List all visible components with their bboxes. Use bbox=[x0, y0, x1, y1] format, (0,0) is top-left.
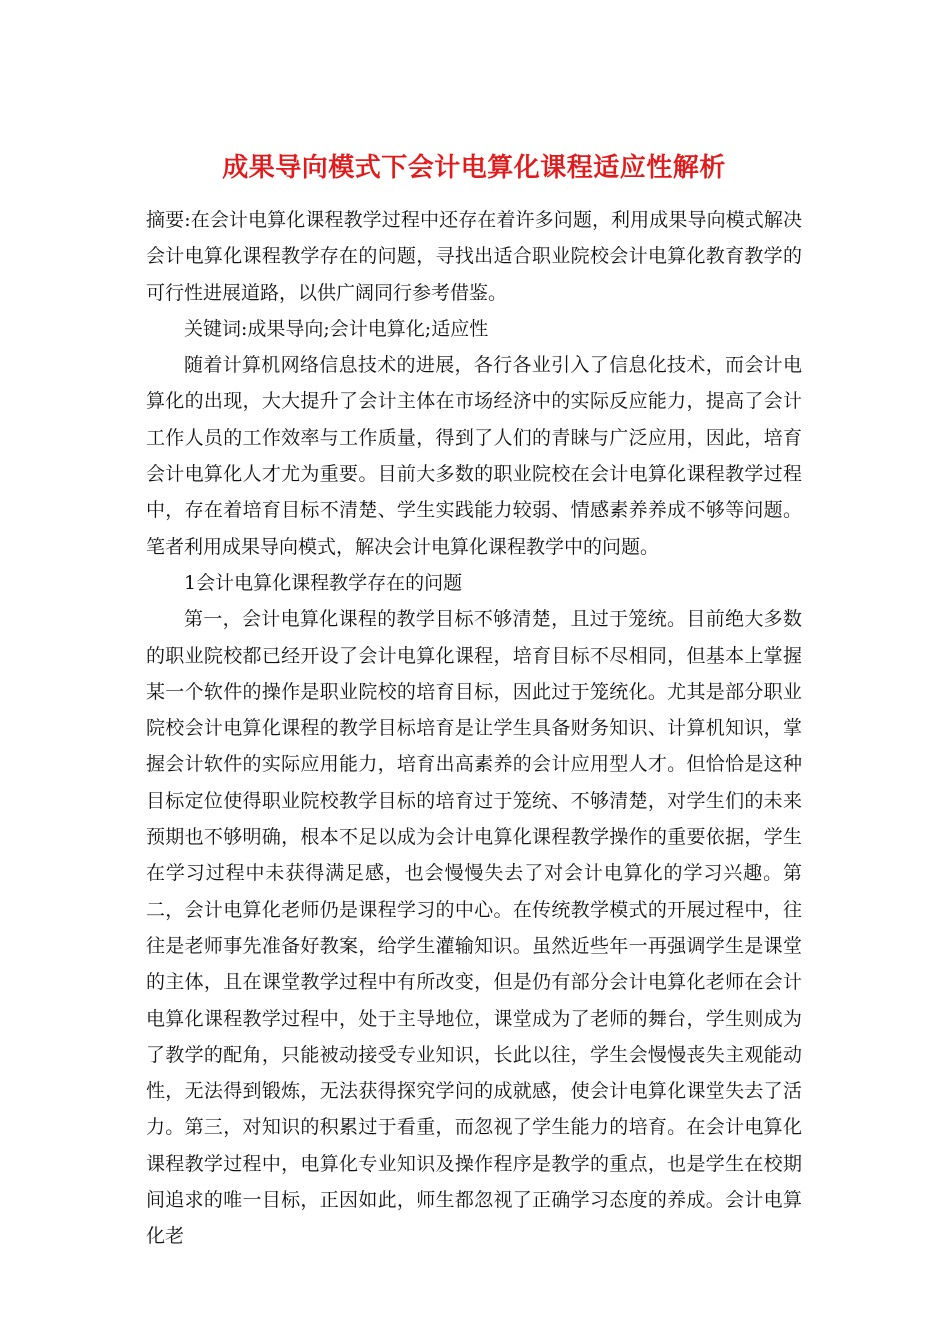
document-title: 成果导向模式下会计电算化课程适应性解析 bbox=[222, 153, 726, 183]
section-1-paragraph: 第一，会计电算化课程的教学目标不够清楚，且过于笼统。目前绝大多数的职业院校都已经开设了会计电算化课程，培育目标不尽相同，但基本上掌握某一个软件的操作是职业院校的培育目标，因此过于笼统化。尤其是部分职业院校会计电算化课程的教学目标培育是让学生具备财务知识、计算机知识，掌握会计软件的实际应用能力，培育出高素养的会计应用型人才。但恰恰是这种目标定位使得职业院校教学目标的培育过于笼统、不够清楚，对学生们的未来预期也不够明确，根本不足以成为会计电算化课程教学操作的重要依据，学生在学习过程中未获得满足感，也会慢慢失去了对会计电算化的学习兴趣。第二，会计电算化老师仍是课程学习的中心。在传统教学模式的开展过程中，往往是老师事先准备好教案，给学生灌输知识。虽然近些年一再强调学生是课堂的主体，且在课堂教学过程中有所改变，但是仍有部分会计电算化老师在会计电算化课程教学过程中，处于主导地位，课堂成为了老师的舞台，学生则成为了教学的配角，只能被动接受专业知识，长此以往，学生会慢慢丧失主观能动性，无法得到锻炼，无法获得探究学问的成就感，使会计电算化课堂失去了活力。第三，对知识的积累过于看重，而忽视了学生能力的培育。在会计电算化课程教学过程中，电算化专业知识及操作程序是教学的重点，也是学生在校期间追求的唯一目标，正因如此，师生都忽视了正确学习态度的养成。会计电算化老 bbox=[146, 608, 802, 1248]
intro-paragraph: 随着计算机网络信息技术的进展，各行各业引入了信息化技术，而会计电算化的出现，大大提升了会计主体在市场经济中的实际反应能力，提高了会计工作人员的工作效率与工作质量，得到了人们的青睐与广泛应用，因此，培育会计电算化人才尤为重要。目前大多数的职业院校在会计电算化课程教学过程中，存在着培育目标不清楚、学生实践能力较弱、情感素养养成不够等问题。笔者利用成果导向模式，解决会计电算化课程教学中的问题。 bbox=[146, 354, 802, 558]
keywords-line: 关键词:成果导向;会计电算化;适应性 bbox=[184, 317, 489, 340]
section-1-heading: 1会计电算化课程教学存在的问题 bbox=[184, 571, 463, 594]
document-body bbox=[146, 148, 802, 1255]
abstract-paragraph: 摘要:在会计电算化课程教学过程中还存在着许多问题，利用成果导向模式解决会计电算化课程教学存在的问题，寻找出适合职业院校会计电算化教育教学的可行性进展道路，以供广阔同行参考借鉴。 bbox=[146, 209, 802, 304]
